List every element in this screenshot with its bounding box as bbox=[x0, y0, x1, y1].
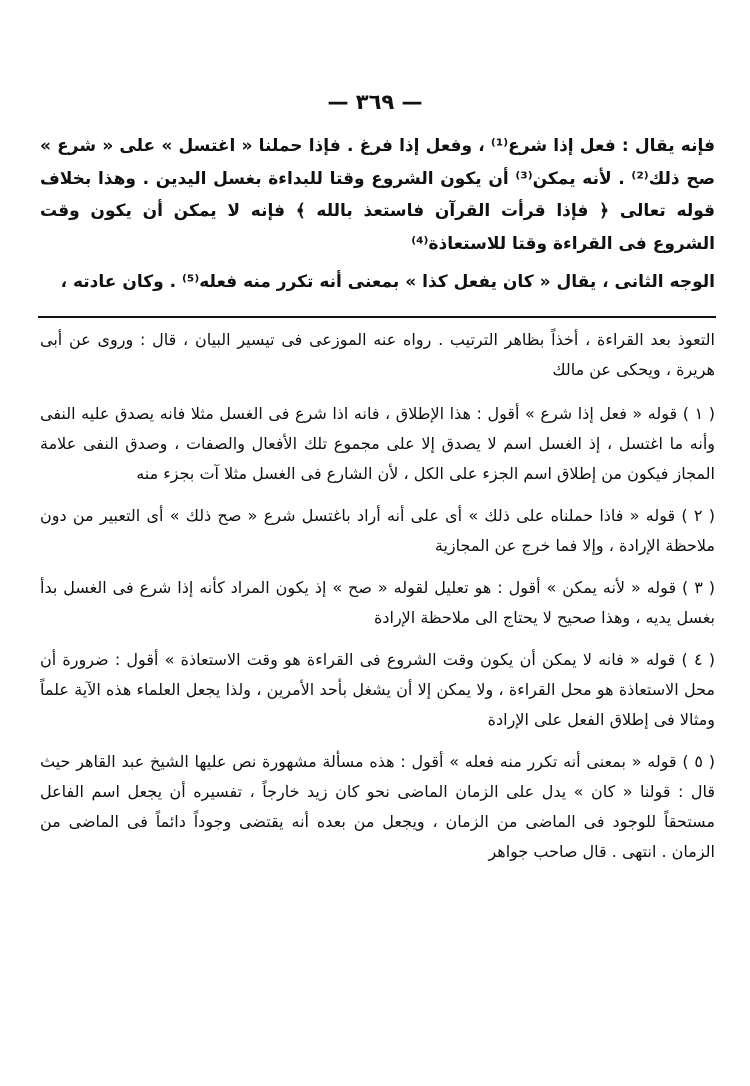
main-text bbox=[40, 130, 715, 305]
footnote-3: ( ٣ ) قوله « لأنه يمكن » أقول : هو تعليل لقوله « صح » إذ يكون المراد كأنه إذا شرع فى الغسل بدأ بغسل يديه ، وهذا صحيح لا يحتاج الى ملاحظة الإرادة bbox=[40, 578, 715, 627]
main-paragraph-2: الوجه الثانى ، يقال « كان يفعل كذا » بمعنى أنه تكرر منه فعله⁽⁵⁾ . وكان عادته ، bbox=[60, 272, 715, 292]
footnote-separator bbox=[38, 316, 716, 318]
footnote-1: ( ١ ) قوله « فعل إذا شرع » أقول : هذا الإطلاق ، فانه اذا شرع فى الغسل مثلا فانه يصدق عليه النفى وأنه ما اغتسل ، إذ الغسل اسم لا يصدق إلا على مجموع تلك الأفعال والصفات ، وصدق النفى علامة المجاز فيكون من إطلاق اسم الجزء على الكل ، لأن الشارع فى الغسل مثلا آت بجزء منه bbox=[40, 404, 715, 483]
footnote-continuation: التعوذ بعد القراءة ، أخذاً بظاهر الترتيب . رواه عنه الموزعى فى تيسير البيان ، قال : وروى عن أبى هريرة ، ويحكى عن مالك bbox=[40, 330, 715, 379]
footnote-5: ( ٥ ) قوله « بمعنى أنه تكرر منه فعله » أقول : هذه مسألة مشهورة نص عليها الشيخ عبد القاهر حيث قال : قولنا « كان » يدل على الزمان الماضى نحو كان زيد خارجاً ، تفسيره أن يجعل اسم الفاعل مستحقاً للوجود فى الماضى من الزمان ، ويجعل من بعده أنه يقتضى وجوداً دائماً فى الماضى من الزمان . انتهى . قال صاحب جواهر bbox=[40, 752, 716, 861]
footnotes bbox=[40, 325, 715, 879]
page-number: — ٣٦٩ — bbox=[327, 90, 423, 114]
main-paragraph-1: فإنه يقال : فعل إذا شرع⁽¹⁾ ، وفعل إذا فرغ . فإذا حملنا « اغتسل » على « شرع » صح ذلك⁽²⁾ . لأنه يمكن⁽³⁾ أن يكون الشروع وقتا للبداءة بغسل اليدين . وهذا بخلاف قوله تعالى ﴿ فإذا قرأت القرآن فاستعذ بالله ﴾ فإنه لا يمكن أن يكون وقت الشروع فى القراءة وقتا للاستعاذة⁽⁴⁾ bbox=[40, 136, 715, 254]
footnote-2: ( ٢ ) قوله « فاذا حملناه على ذلك » أى على أنه أراد باغتسل شرع « صح ذلك » أى التعبير من دون ملاحظة الإرادة ، وإلا فما خرج عن المجازية bbox=[40, 506, 716, 555]
footnote-4: ( ٤ ) قوله « فانه لا يمكن أن يكون وقت الشروع فى القراءة هو وقت الاستعاذة » أقول : ضرورة أن محل الاستعاذة هو محل القراءة ، ولا يمكن إلا أن يشغل بأحد الأمرين ، ولذا يجعل العلماء هذه الآية علماً ومثالا فى إطلاق الفعل على الإرادة bbox=[40, 650, 716, 729]
